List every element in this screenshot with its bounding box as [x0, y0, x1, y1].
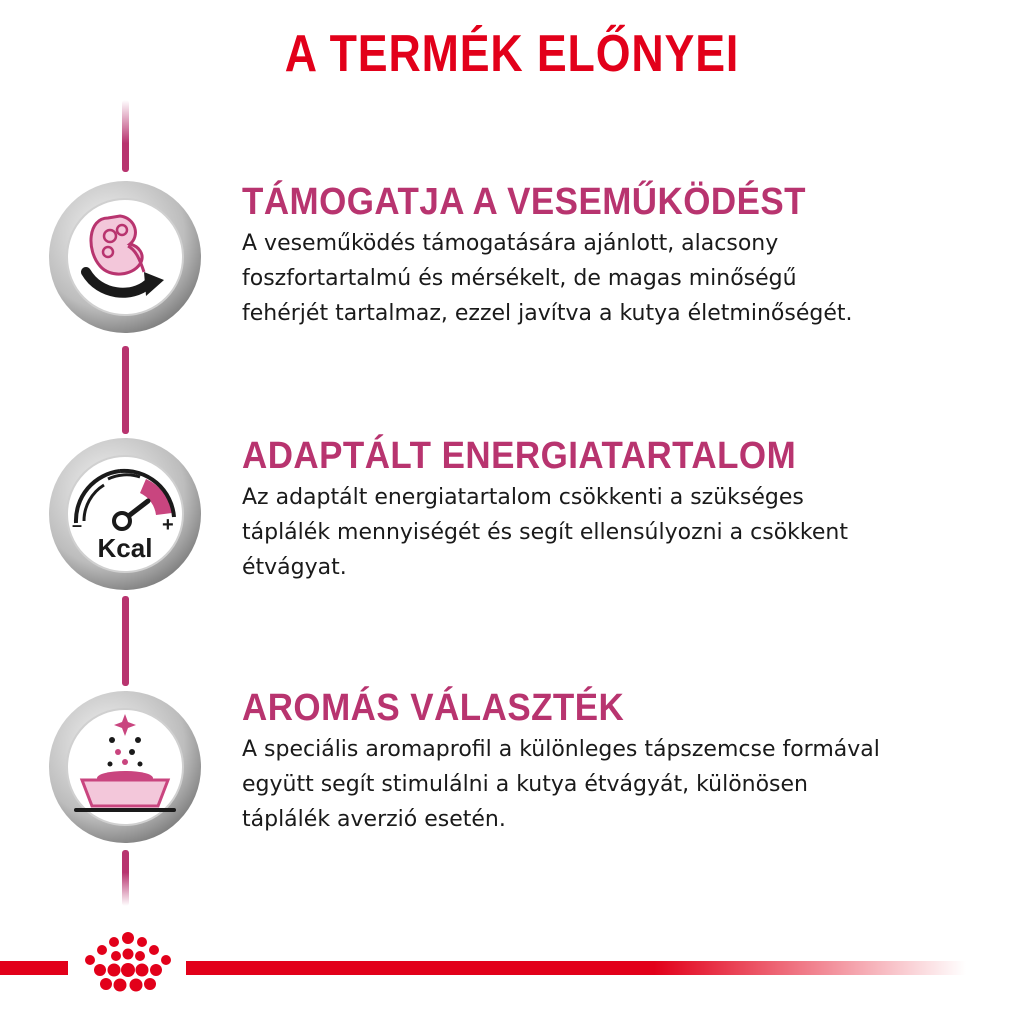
kcal-label: Kcal [97, 533, 153, 563]
footer-stripe-right [186, 961, 966, 975]
aroma-bowl-icon [48, 690, 202, 844]
kidney-icon [48, 180, 202, 334]
benefit-text-line: együtt segít stimulálni a kutya étvágyát, különösen [242, 772, 808, 797]
benefit-energy [242, 434, 1002, 585]
benefit-description [242, 480, 1002, 585]
benefit-aroma [242, 686, 1002, 837]
footer-stripe-left [0, 961, 68, 975]
benefit-text-line: A speciális aromaprofil a különleges tápszemcse formával [242, 737, 880, 762]
benefit-text-line: táplálék averzió esetén. [242, 807, 506, 832]
benefit-title: TÁMOGATJA A VESEMŰKÖDÉST [242, 181, 806, 223]
benefit-text-line: fehérjét tartalmaz, ezzel javítva a kutya életminőségét. [242, 301, 853, 326]
page-title: A TERMÉK ELŐNYEI [284, 25, 740, 83]
benefit-text-line: A veseműködés támogatására ajánlott, alacsony [242, 231, 779, 256]
timeline-segment [122, 100, 129, 172]
timeline-segment [122, 850, 129, 906]
royal-canin-crown-logo [70, 930, 186, 996]
benefit-text-line: Az adaptált energiatartalom csökkenti a szükséges [242, 485, 804, 510]
timeline-segment [122, 346, 129, 434]
timeline-segment [122, 596, 129, 686]
kcal-gauge-icon [48, 437, 202, 591]
benefit-description [242, 732, 1002, 837]
svg-text:+: + [162, 514, 174, 536]
svg-text:–: – [72, 515, 83, 535]
benefit-title: ADAPTÁLT ENERGIATARTALOM [242, 435, 797, 477]
benefit-kidney [242, 180, 1002, 331]
benefit-title: AROMÁS VÁLASZTÉK [242, 687, 625, 729]
benefit-text-line: étvágyat. [242, 555, 347, 580]
benefit-text-line: táplálék mennyiségét és segít ellensúlyozni a csökkent [242, 520, 848, 545]
benefit-description [242, 226, 1002, 331]
benefit-text-line: foszfortartalmú és mérsékelt, de magas minőségű [242, 266, 797, 291]
